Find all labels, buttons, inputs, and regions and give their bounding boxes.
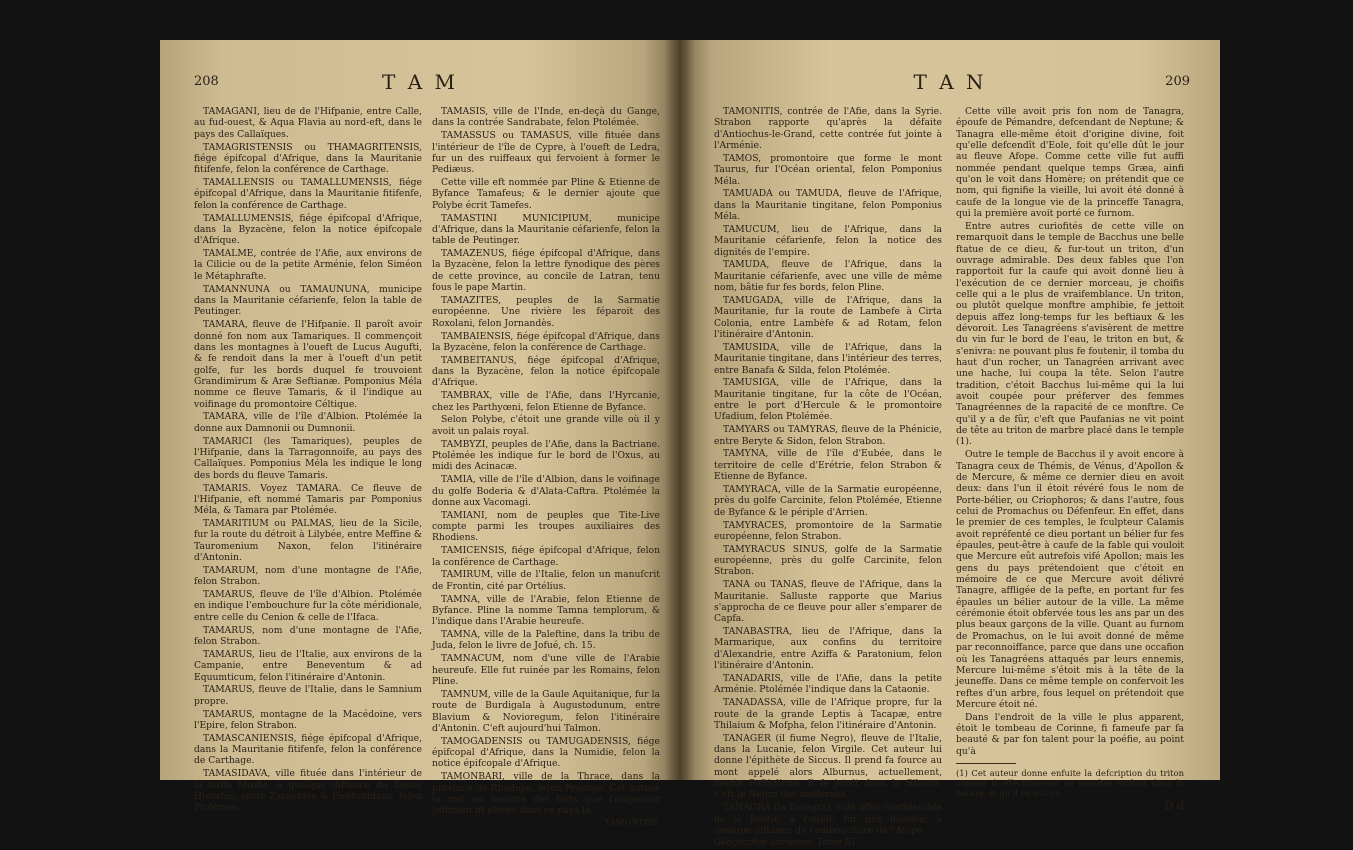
right-page-number: 209: [1165, 74, 1190, 89]
entry-paragraph: TAMUSIGA, ville de l'Afrique, dans la Mauritanie tingitane, fur la côte de l'Océan, entre le port d'Hercule & le promontoire Ufadium, felon Ptolémée.: [714, 377, 942, 423]
entry-paragraph: TAMOS, promontoire que forme le mont Taurus, fur l'Océan oriental, felon Pomponius Méla.: [714, 152, 942, 187]
entry-paragraph: TAMAGANI, lieu de de l'Hifpanie, entre Calle, au fud-ouest, & Aqua Flavia au nord-eft, dans le pays des Callaïques.: [194, 106, 422, 140]
entry-paragraph: TAMYARS ou TAMYRAS, fleuve de la Phénicie, entre Beryte & Sidon, felon Strabon.: [714, 424, 942, 447]
entry-paragraph: Cette ville avoit pris fon nom de Tanagra, époufe de Pémandre, defcendant de Neptune; & Tanagra elle-même étoit d'origine divine, foit qu'elle defcendît d'Eole, foit qu'elle dût le jour au fleuve Afope. Comme cette ville fut auffi nommée pendant quelque temps Græa, ainfi qu'on le voit dans Homère; on prétendit que ce nom, qui fignifie la vieille, lui avoit été donné à caufe de la longue vie de la princeffe Tanagra, qui la première avoit porté ce furnom.: [956, 106, 1184, 220]
right-page: [680, 40, 1220, 849]
entry-paragraph: TAMAZENUS, fiége épifcopal d'Afrique, dans la Byzacène, felon la lettre fynodique des pères de cette province, au concile de Latran, tenu fous le pape Martin.: [432, 248, 660, 294]
entry-paragraph: TAMALLUMENSIS, fiége épifcopal d'Afrique, dans la Byzacène, felon la notice épifcopale d'Afrique.: [194, 212, 422, 247]
entry-paragraph: Outre le temple de Bacchus il y avoit encore à Tanagra ceux de Thémis, de Vénus, d'Apollon & de Mercure, & même ce dernier dieu en avoit deux: dans l'un il étoit révéré fous le nom de Porte-bélier, ou Criophoros; & dans l'autre, fous celui de Promachus ou Défenfeur. En effet, dans le premier de ces temples, le fculpteur Calamis avoit repréfenté ce dieu portant un bélier fur fes épaules, peut-être à caufe de la fable qui vouloit que Mercure eût autrefois vifé Apollon; mais les gens du pays prétendoient que c'étoit en mémoire de ce que Mercure avoit délivré Tanagre, affligée de la pefte, en portant fur fes épaules un bélier autour de la ville. La même cérémonie étoit obfervée tous les ans par un des plus beaux garçons de la ville. Quant au furnom de Promachus, on le lui avoit donné de même par reconnoiffance, parce que dans une occafion où les Tanagréens attaqués par leurs ennemis, Mercure lui-même s'étoit mis à la tête de la jeuneffe. Dans ce même temple on confervoit les reftes d'un arbre, fous lequel on prétendoit que Mercure étoit né.: [956, 449, 1184, 710]
entry-paragraph: TAMARUS, fleuve de l'Italie, dans le Samnium propre.: [194, 684, 422, 707]
entry-paragraph: TAMNA, ville de la Paleftine, dans la tribu de Juda, felon le livre de Jofué, ch. 15.: [432, 629, 660, 652]
left-header: T A M: [382, 70, 458, 94]
entry-paragraph: TAMARUS, lieu de l'Italie, aux environs de la Campanie, entre Beneventum & ad Equumticum, felon l'itinéraire d'Antonin.: [194, 648, 422, 683]
entry-paragraph: TAMBYZI, peuples de l'Afie, dans la Bactriane. Ptolémée les indique fur le bord de l'Oxus, au midi des Acinacæ.: [432, 438, 660, 473]
entry-paragraph: TAMARUS, nom d'une montagne de l'Afie, felon Strabon.: [194, 624, 422, 647]
entry-paragraph: TAMYRACA, ville de la Sarmatie européenne, près du golfe Carcinite, felon Ptolémée, Etienne de Byfance & le périple d'Arrien.: [714, 484, 942, 518]
entry-paragraph: TAMONITIS, contrée de l'Afie, dans la Syrie. Strabon rapporte qu'après la défaite d'Antiochus-le-Grand, cette contrée fut jointe à l'Arménie.: [714, 106, 942, 152]
entry-paragraph: TAMIA, ville de l'île d'Albion, dans le voifinage du golfe Boderia & d'Alata-Caftra. Ptolémée la donne aux Vacomagi.: [432, 474, 660, 508]
entry-paragraph: TAMANNUNA ou TAMAUNUNA, municipe dans la Mauritanie céfarienfe, felon la table de Peutinger.: [194, 283, 422, 318]
entry-paragraph: TAMIANI, nom de peuples que Tite-Live compte parmi les troupes auxiliaires des Rhodiens.: [432, 509, 660, 544]
entry-paragraph: TAMAZITES, peuples de la Sarmatie européenne. Une rivière les féparoit des Roxolani, felon Jornandès.: [432, 295, 660, 329]
book-spread: [160, 40, 1220, 849]
entry-paragraph: TAMALME, contrée de l'Afie, aux environs de la Cilicie ou de la petite Arménie, felon Siméon le Métaphrafte.: [194, 248, 422, 282]
entry-paragraph: TAMASCANIENSIS, fiége épifcopal d'Afrique, dans la Mauritanie fitifenfe, felon la conférence de Carthage.: [194, 732, 422, 767]
entry-paragraph: TAMYRACUS SINUS, golfe de la Sarmatie européenne, près du golfe Carcinite, felon Strabon.: [714, 543, 942, 578]
right-column-1: [714, 106, 942, 850]
right-header: T A N: [913, 70, 987, 94]
entry-paragraph: TAMUSIDA, ville de l'Afrique, dans la Mauritanie tingitane, dans l'intérieur des terres, entre Banafa & Silda, felon Ptolémée.: [714, 341, 942, 376]
entry-paragraph: TAMYNA, ville de l'île d'Eubée, dans le territoire de celle d'Erétrie, felon Strabon & Etienne de Byfance.: [714, 448, 942, 483]
entry-paragraph: TANA ou TANAS, fleuve de l'Afrique, dans la Mauritanie. Salluste rapporte que Marius s'approcha de ce fleuve pour aller s'emparer de Capfa.: [714, 579, 942, 625]
entry-paragraph: TAMUCUM, lieu de l'Afrique, dans la Mauritanie céfarienfe, felon la notice des dignités de l'empire.: [714, 223, 942, 258]
right-running-head: [680, 70, 1220, 96]
entry-paragraph: Selon Polybe, c'étoit une grande ville où il y avoit un palais royal.: [432, 414, 660, 437]
left-column-2: [432, 106, 660, 829]
entry-paragraph: TAMNUM, ville de la Gaule Aquitanique, fur la route de Burdigala à Augustodunum, entre Blavium & Novioregum, felon l'itinéraire d'Antonin. C'eft aujourd'hui Talmon.: [432, 688, 660, 734]
entry-paragraph: TAMBEITANUS, fiége épifcopal d'Afrique, dans la Byzacène, felon la notice épifcopale d'Afrique.: [432, 354, 660, 389]
left-column-1: [194, 106, 422, 815]
entry-paragraph: TANADARIS, ville de l'Afie, dans la petite Arménie. Ptolémée l'indique dans la Cataonie.: [714, 673, 942, 696]
entry-paragraph: TAMASTINI MUNICIPIUM, municipe d'Afrique, dans la Mauritanie céfarienfe, felon la table de Peutinger.: [432, 212, 660, 247]
footnote-rule: [956, 763, 1016, 764]
entry-paragraph: TAMICENSIS, fiége épifcopal d'Afrique, felon la conférence de Carthage.: [432, 545, 660, 568]
entry-paragraph: TAMONBARI, ville de la Thrace, dans la province de Rhodope, felon Procope. Cet auteur la met au nombre des forts que l'empereur Juftinien fit élever dans ce pays-là.: [432, 771, 660, 817]
entry-paragraph: TAMNA, ville de l'Arabie, felon Etienne de Byfance. Pline la nomme Tamna templorum, & l'indique dans l'Arabie heureufe.: [432, 593, 660, 628]
entry-paragraph: TANAGRA (la Tanagra), ville affez confidérable de la Béotie, à l'oueft, fur une hauteur, à quelque diftance de l'embouchure de l'Afope.: [714, 802, 942, 836]
entry-paragraph: Entre autres curiofités de cette ville on remarquoit dans le temple de Bacchus une belle ftatue de ce dieu, & fur-tout un triton, d'un ouvrage admirable. Des deux fables que l'on rapportoit fur la caufe qui avoit donné lieu à l'exécution de ce dernier morceau, je choifis celle qui a le plus de vraifemblance. Un triton, ou plutôt quelque monftre amphibie, fe jettoit depuis affez long-temps fur les beftiaux & les dévoroit. Les Tanagréens s'avisèrent de mettre du vin fur le bord de l'eau, le triton en but, & s'enivra: ne pouvant plus fe foutenir, il tomba du haut d'un rocher, un Tanagréen arrivant avec une hache, lui coupa la tête. Selon l'autre tradition, c'étoit Bacchus lui-même qui la lui avoit coupée pour préferver des femmes Tanagréennes de la rapacité de ce monftre. Ce qu'il y a de fûr, c'eft que Paufanias ne vit point de tête au triton de marbre placé dans le temple (1).: [956, 220, 1184, 448]
entry-paragraph: TAMARIS. Voyez TAMARA. Ce fleuve de l'Hifpanie, eft nommé Tamaris par Pomponius Méla, & Tamara par Ptolémée.: [194, 482, 422, 517]
entry-paragraph: TAMUDA, fleuve de l'Afrique, dans la Mauritanie céfarienfe, avec une ville de même nom, bâtie fur fes bords, felon Pline.: [714, 259, 942, 294]
entry-paragraph: Cette ville eft nommée par Pline & Etienne de Byfance Tamafeus; & le dernier ajoute que Polybe écrit Tamefes.: [432, 177, 660, 211]
entry-paragraph: TAMAGRISTENSIS ou THAMAGRITENSIS, fiége épifcopal d'Afrique, dans la Mauritanie fitifenfe, felon la conférence de Carthage.: [194, 141, 422, 176]
entry-paragraph: TANAGER (il fiume Negro), fleuve de l'Italie, dans la Lucanie, felon Virgile. Cet auteur lui donne l'épithète de Siccus. Il prend fa fource au mont appelé alors Alburnus, actuellement, monte Poftiglione. Il fe jetoit dans le Silarus: c'eft le Negro des modernes.: [714, 732, 942, 801]
entry-paragraph: TANADASSA, ville de l'Afrique propre, fur la route de la grande Leptis à Tacapæ, entre Thilaium & Mofpha, felon l'itinéraire d'Antonin.: [714, 697, 942, 731]
entry-paragraph: TAMBRAX, ville de l'Afie, dans l'Hyrcanie, chez les Parthyœni, felon Etienne de Byfance.: [432, 390, 660, 413]
left-page-number: 208: [194, 74, 219, 89]
catchword: TAMONITIS,: [604, 818, 660, 829]
entry-paragraph: TAMASSUS ou TAMASUS, ville fituée dans l'intérieur de l'île de Cypre, à l'oueft de Ledra, fur un des ruiffeaux qui fervoient à former le Pediæus.: [432, 130, 660, 176]
entry-paragraph: TAMARUM, nom d'une montagne de l'Afie, felon Strabon.: [194, 564, 422, 588]
left-page: [160, 40, 680, 829]
entry-paragraph: TAMARITIUM ou PALMAS, lieu de la Sicile, fur la route du détroit à Lilybée, entre Meffine & Tauromenium Naxon, felon l'itinéraire d'Antonin.: [194, 518, 422, 564]
entry-paragraph: TAMARUS, fleuve de l'île d'Albion. Ptolémée en indique l'embouchure fur la côte méridionale, entre celle du Cenion & celle de l'Ifaca.: [194, 589, 422, 623]
page-footer: Géographie ancienne. Tome III.: [714, 838, 859, 849]
entry-paragraph: TAMBAIENSIS, fiége épifcopal d'Afrique, dans la Byzacène, felon la conférence de Carthage.: [432, 330, 660, 353]
right-column-2: [956, 106, 1184, 811]
entry-paragraph: TAMNACUM, nom d'une ville de l'Arabie heureufe. Elle fut ruinée par les Romains, felon Pline.: [432, 653, 660, 687]
signature-mark: D d: [1164, 799, 1184, 813]
entry-paragraph: TANABASTRA, lieu de l'Afrique, dans la Marmarique, aux confins du territoire d'Alexandrie, entre Aziffa & Paratonium, felon l'itinéraire d'Antonin.: [714, 626, 942, 672]
entry-paragraph: TAMARICI (les Tamariques), peuples de l'Hifpanie, dans la Tarragonnoife, au pays des Callaïques. Pomponius Méla les indique le long des bords du fleuve Tamaris.: [194, 435, 422, 481]
entry-paragraph: TAMYRACES, promontoire de la Sarmatie européenne, felon Strabon.: [714, 519, 942, 542]
entry-paragraph: TAMOGADENSIS ou TAMUGADENSIS, fiége épifcopal d'Afrique, dans la Numidie, felon la notice épifcopale d'Afrique.: [432, 735, 660, 770]
book-gutter: [665, 40, 695, 780]
entry-paragraph: TAMUADA ou TAMUDA, fleuve de l'Afrique, dans la Mauritanie tingitane, felon Pomponius Méla.: [714, 188, 942, 223]
entry-paragraph: TAMASIS, ville de l'Inde, en-deçà du Gange, dans la contrée Sandrabate, felon Ptolémée.: [432, 106, 660, 129]
entry-paragraph: TAMARA, ville de l'île d'Albion. Ptolémée la donne aux Damnonii ou Dumnonii.: [194, 411, 422, 434]
entry-paragraph: TAMASIDAVA, ville fituée dans l'intérieur de la baffe Mœfie, à quelque diftance du fleuve Hierafus, entre Zargidava & Piroboridava, felon Ptolémée.: [194, 768, 422, 814]
entry-paragraph: TAMARUS, montagne de la Macédoine, vers l'Epire, felon Strabon.: [194, 708, 422, 731]
entry-paragraph: Dans l'endroit de la ville le plus apparent, étoit le tombeau de Corinne, fi fameufe par fa beauté & par fon talent pour la poéfie, au point qu'à: [956, 711, 1184, 757]
footnote: (1) Cet auteur donne enfuite la defcription du triton comme il effectivement ce monftre exiftoit dans la nature, & qu'il en eût vu.: [956, 768, 1184, 799]
entry-paragraph: TAMUGADA, ville de l'Afrique, dans la Mauritanie, fur la route de Lambefe à Cirta Colonia, entre Lambèfe & ad Rotam, felon l'itinéraire d'Antonin.: [714, 295, 942, 341]
entry-paragraph: TAMARA, fleuve de l'Hifpanie. Il paroît avoir donné fon nom aux Tamariques. Il commençoit dans les montagnes à l'oueft de Lucus Augufti, & fe rendoit dans la mer à l'oueft d'un petit golfe, fur les bords duquel fe trouvoient Grandimirum & Aræ Seftianæ. Pomponius Méla nomme ce fleuve Tamaris, & il l'indique au voifinage du promontoire Céltique.: [194, 319, 422, 410]
entry-paragraph: TAMIRUM, ville de l'Italie, felon un manufcrit de Frontin, cité par Ortélius.: [432, 569, 660, 592]
entry-paragraph: TAMALLENSIS ou TAMALLUMENSIS, fiége épifcopal d'Afrique, dans la Mauritanie fitifenfe, felon la conférence de Carthage.: [194, 177, 422, 211]
left-running-head: [160, 70, 680, 96]
